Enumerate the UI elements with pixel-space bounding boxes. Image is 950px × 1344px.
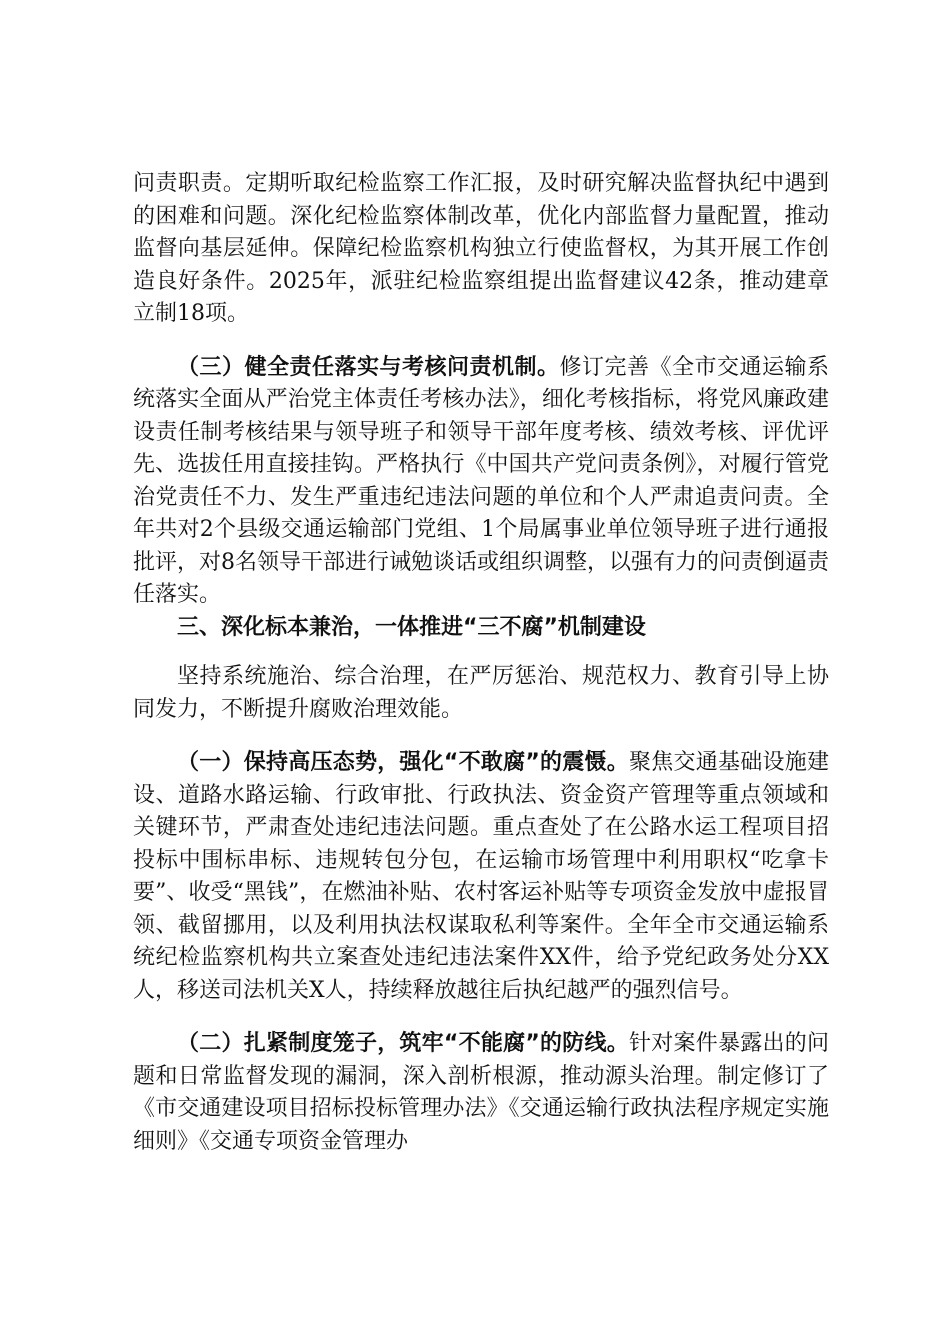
paragraph-dare-not-body: 聚焦交通基础设施建设、道路水路运输、行政审批、行政执法、资金资产管理等重点领域和关键环节，严肃查处违纪违法问题。重点查处了在公路水运工程项目招投标中围标串标、违规转包分包，在运输市场管理中利用职权“吃拿卡要”、收受“黑钱”，在燃油补贴、农村客运补贴等专项资金发放中虚报冒领、截留挪用，以及利用执法权谋取私利等案件。全年全市交通运输系统纪检监察机构共立案查处违纪违法案件XX件，给予党纪政务处分XX人，移送司法机关X人，持续释放越往后执纪越严的强烈信号。 [133,750,829,1003]
paragraph-dare-not [133,747,829,1007]
subheading-dare-not: （一）保持高压态势，强化“不敢腐”的震慑。 [177,750,630,775]
subheading-cannot: （二）扎紧制度笼子，筑牢“不能腐”的防线。 [177,1031,630,1056]
paragraph-responsibility-body: 修订完善《全市交通运输系统落实全面从严治党主体责任考核办法》，细化考核指标，将党风廉政建设责任制考核结果与领导班子和领导干部年度考核、绩效考核、评优评先、选拔任用直接挂钩。严格执行《中国共产党问责条例》，对履行管党治党责任不力、发生严重违纪违法问题的单位和个人严肃追责问责。全年共对2个县级交通运输部门党组、1个局属事业单位领导班子进行通报批评，对8名领导干部进行诫勉谈话或组织调整，以强有力的问责倒逼责任落实。 [133,354,829,607]
section-heading-three: 三、深化标本兼治，一体推进“三不腐”机制建设 [177,614,646,640]
document-page [133,168,829,1158]
paragraph-section-intro: 坚持系统施治、综合治理，在严厉惩治、规范权力、教育引导上协同发力，不断提升腐败治理效能。 [133,664,829,722]
paragraph-cannot-body: 针对案件暴露出的问题和日常监督发现的漏洞，深入剖析根源，推动源头治理。制定修订了《市交通建设项目招标投标管理办法》《交通运输行政执法程序规定实施细则》《交通专项资金管理办 [133,1031,829,1154]
subheading-responsibility-mechanism: （三）健全责任落实与考核问责机制。 [177,354,560,380]
paragraph-cannot [133,1028,829,1158]
paragraph-accountability-duty: 问责职责。定期听取纪检监察工作汇报，及时研究解决监督执纪中遇到的困难和问题。深化纪检监察体制改革，优化内部监督力量配置，推动监督向基层延伸。保障纪检监察机构独立行使监督权，为其开展工作创造良好条件。2025年，派驻纪检监察组提出监督建议42条，推动建章立制18项。 [133,171,829,326]
paragraph-responsibility-mechanism [133,352,829,612]
